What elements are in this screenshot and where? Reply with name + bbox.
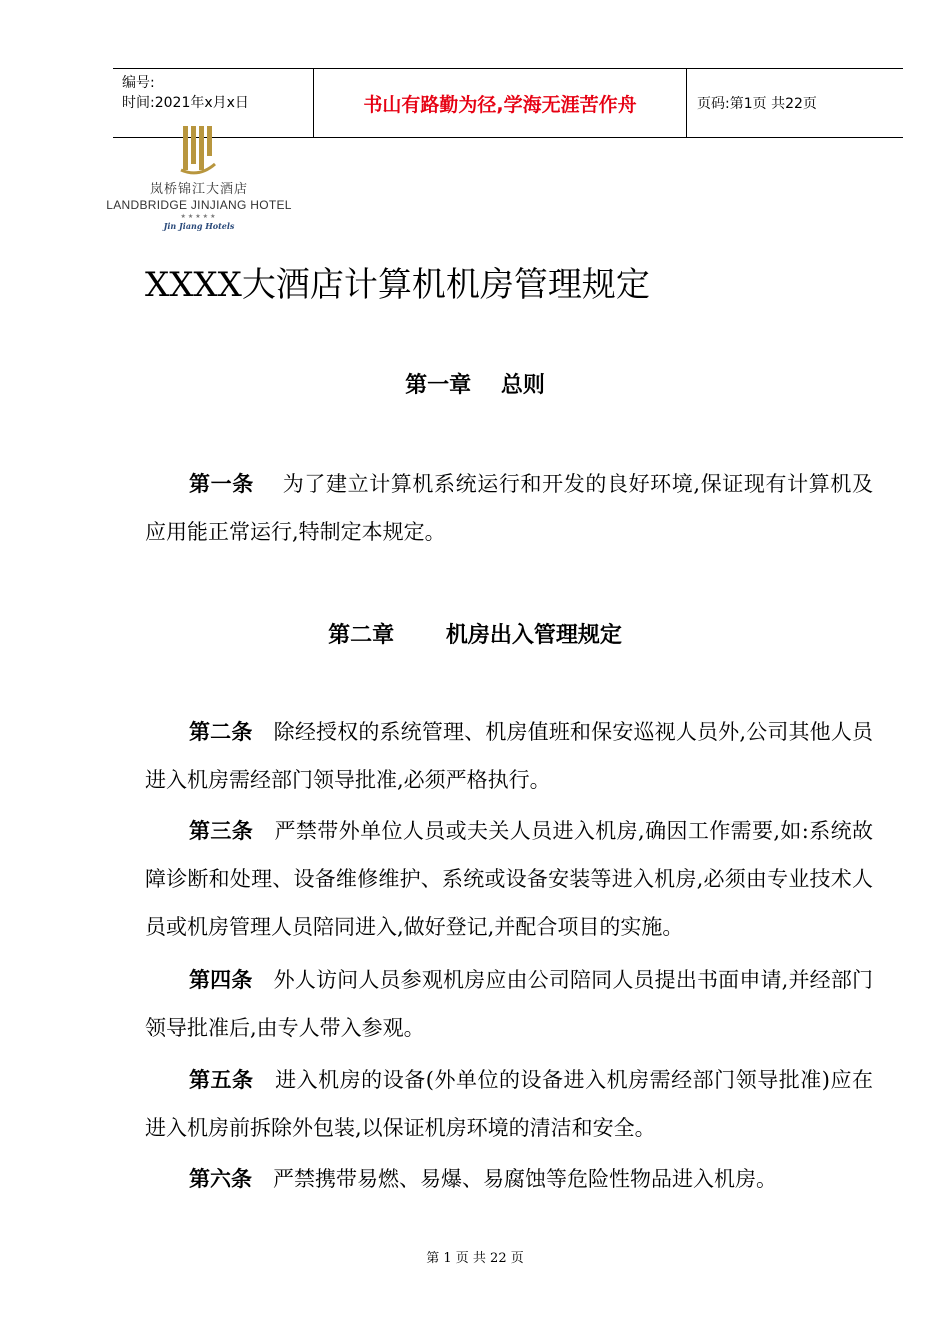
document-title: XXXX大酒店计算机机房管理规定 [145,265,650,305]
header-page-info: 页码:第1页 共22页 [697,96,817,112]
page-footer: 第 1 页 共 22 页 [426,1251,524,1266]
chapter-heading: 第二章 机房出入管理规定 [328,622,622,648]
document-time: 时间:2021年x月x日 [122,95,249,111]
article-number: 第五条 [189,1067,254,1092]
article-paragraph [145,708,873,804]
logo-brand: Jin Jiang Hotels [163,221,235,231]
article-number: 第六条 [189,1166,252,1191]
article-text: 严禁带外单位人员或夫关人员进入机房,确因工作需要,如:系统故障诊断和处理、设备维修维护、系统或设备安装等进入机房,必须由专业技术人员或机房管理人员陪同进入,做好登记,并配合项目的实施。 [145,819,874,939]
article-text: 严禁携带易燃、易爆、易腐蚀等危险性物品进入机房。 [273,1167,777,1191]
document-number-label: 编号: [122,75,155,91]
article-paragraph [145,956,873,1052]
logo-stars: ★★★★★ [180,213,218,220]
chapter-heading: 第一章 总则 [405,372,545,398]
article-number: 第二条 [189,719,253,744]
article-paragraph [145,460,873,556]
article-number: 第四条 [189,967,253,992]
article-number: 第三条 [189,818,254,843]
article-text: 外人访问人员参观机房应由公司陪同人员提出书面申请,并经部门领导批准后,由专人带入参观。 [145,968,873,1040]
article-text: 除经授权的系统管理、机房值班和保安巡视人员外,公司其他人员进入机房需经部门领导批准,必须严格执行。 [145,720,873,792]
article-paragraph [145,1155,873,1203]
article-text: 进入机房的设备(外单位的设备进入机房需经部门领导批准)应在进入机房前拆除外包装,以保证机房环境的清洁和安全。 [145,1068,874,1140]
article-text: 为了建立计算机系统运行和开发的良好环境,保证现有计算机及应用能正常运行,特制定本规定。 [145,472,873,544]
article-paragraph [145,1056,873,1152]
logo-name-en: LANDBRIDGE JINJIANG HOTEL [106,198,292,212]
header-motto: 书山有路勤为径,学海无涯苦作舟 [313,69,687,137]
article-paragraph [145,807,873,951]
logo-name-cn: 岚桥锦江大酒店 [149,182,248,197]
hotel-logo [104,124,294,236]
hotel-logo-mark [179,124,219,176]
article-number: 第一条 [189,471,254,496]
